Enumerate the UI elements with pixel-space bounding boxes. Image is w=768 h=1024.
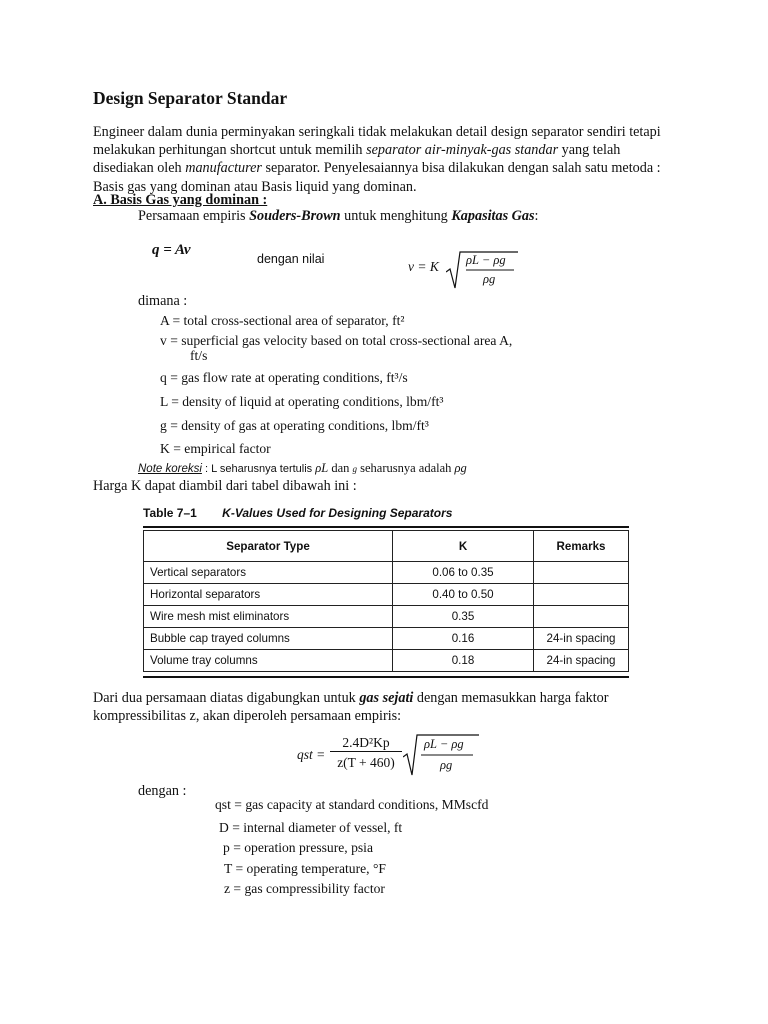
dengan-nilai-label: dengan nilai: [257, 252, 325, 266]
note-koreksi: Note koreksi : L seharusnya tertulis ρL dan g seharusnya adalah ρg: [138, 461, 467, 475]
cell-k: 0.16: [393, 628, 534, 650]
def-v: v = superficial gas velocity based on total cross-sectional area A,: [160, 333, 513, 348]
harga-k-line: Harga K dapat diambil dari tabel dibawah ini :: [93, 478, 357, 494]
def-qst: qst = gas capacity at standard conditions, MMscfd: [215, 797, 489, 812]
equation-q-av: q = Av: [152, 242, 191, 258]
table-caption: [143, 506, 452, 520]
table-caption-title: K-Values Used for Designing Separators: [222, 506, 453, 520]
dimana-label: dimana :: [138, 293, 188, 309]
dengan-label: dengan :: [138, 783, 187, 799]
def-t: T = operating temperature, °F: [224, 861, 386, 876]
def-rho-l: L = density of liquid at operating conditions, lbm/ft³: [160, 394, 444, 409]
k-values-table-frame: [143, 526, 629, 678]
table-row: [144, 650, 629, 672]
def-p: p = operation pressure, psia: [223, 840, 373, 855]
table-row: [144, 562, 629, 584]
def-q: q = gas flow rate at operating conditions, ft³/s: [160, 370, 408, 385]
table-row: [144, 606, 629, 628]
table-caption-number: Table 7–1: [143, 506, 197, 520]
cell-remarks: 24-in spacing: [534, 650, 629, 672]
page-title: Design Separator Standar: [93, 88, 288, 108]
section-a-heading: A. Basis Gas yang dominan :: [93, 192, 268, 208]
def-rho-g: g = density of gas at operating conditions, lbm/ft³: [160, 418, 429, 433]
cell-k: 0.06 to 0.35: [393, 562, 534, 584]
def-a: A = total cross-sectional area of separator, ft²: [160, 313, 405, 328]
header-remarks: Remarks: [534, 531, 629, 562]
def-d: D = internal diameter of vessel, ft: [219, 820, 403, 835]
def-k: K = empirical factor: [160, 441, 271, 456]
cell-remarks: [534, 584, 629, 606]
cell-type: Bubble cap trayed columns: [144, 628, 393, 650]
equation-v-kroot: v = K ρL − ρg ρg: [408, 250, 518, 292]
gas-sejati-paragraph: Dari dua persamaan diatas digabungkan untuk gas sejati dengan memasukkan harga faktor kompressibilitas z, akan diperoleh persamaan empiris:: [93, 690, 609, 725]
cell-remarks: [534, 606, 629, 628]
intro-paragraph: Engineer dalam dunia perminyakan seringkali tidak melakukan detail design separator sendiri tetapi melakukan perhitungan shortcut untuk memilih separator air-minyak-gas standar yang telah disediakan oleh manufacturer separator. Penyelesaiannya bisa dilakukan dengan salah satu metoda : Basis gas yang dominan atau Basis liquid yang dominan.: [93, 124, 661, 195]
cell-type: Wire mesh mist eliminators: [144, 606, 393, 628]
cell-remarks: [534, 562, 629, 584]
cell-k: 0.18: [393, 650, 534, 672]
cell-type: Vertical separators: [144, 562, 393, 584]
table-row: [144, 628, 629, 650]
def-z: z = gas compressibility factor: [224, 881, 385, 896]
cell-k: 0.40 to 0.50: [393, 584, 534, 606]
cell-type: Volume tray columns: [144, 650, 393, 672]
header-separator-type: Separator Type: [144, 531, 393, 562]
table-row: [144, 584, 629, 606]
equation-qst: qst = 2.4D²Kp z(T + 460) ρL − ρg ρg: [297, 733, 487, 779]
table-header-row: [144, 531, 629, 562]
cell-k: 0.35: [393, 606, 534, 628]
header-k: K: [393, 531, 534, 562]
cell-type: Horizontal separators: [144, 584, 393, 606]
cell-remarks: 24-in spacing: [534, 628, 629, 650]
souders-brown-line: Persamaan empiris Souders-Brown untuk menghitung Kapasitas Gas:: [138, 208, 539, 224]
k-values-table: [143, 530, 629, 672]
def-v-unit: ft/s: [190, 348, 208, 363]
